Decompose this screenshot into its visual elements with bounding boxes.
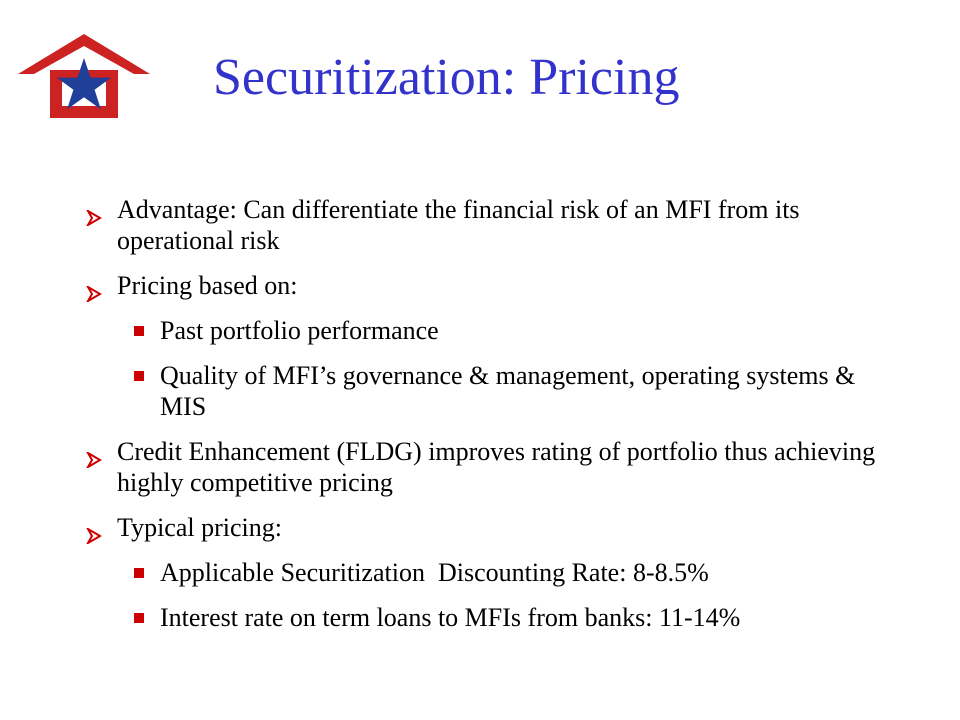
square-bullet-icon bbox=[134, 326, 144, 336]
square-bullet-icon bbox=[134, 371, 144, 381]
square-bullet-icon bbox=[134, 613, 144, 623]
bullet-text: Past portfolio performance bbox=[160, 316, 439, 345]
arrow-bullet-icon bbox=[86, 278, 102, 294]
sub-bullet-discounting-rate bbox=[86, 557, 906, 588]
house-star-logo bbox=[14, 30, 154, 122]
square-bullet-icon bbox=[134, 568, 144, 578]
arrow-bullet-icon bbox=[86, 520, 102, 536]
arrow-bullet-icon bbox=[86, 444, 102, 460]
arrow-bullet-icon bbox=[86, 202, 102, 218]
bullet-text: Advantage: Can differentiate the financial risk of an MFI from its operational risk bbox=[117, 195, 800, 255]
slide-title: Securitization: Pricing bbox=[213, 49, 680, 106]
bullet-text: Pricing based on: bbox=[117, 271, 298, 300]
bullet-credit-enhancement bbox=[86, 436, 906, 498]
sub-bullet-governance bbox=[86, 360, 906, 422]
bullet-text: Typical pricing: bbox=[117, 513, 282, 542]
sub-bullet-past-performance bbox=[86, 315, 906, 346]
bullet-advantage bbox=[86, 194, 906, 256]
sub-bullet-interest-rate bbox=[86, 602, 906, 633]
bullet-text: Applicable Securitization Discounting Rate: 8-8.5% bbox=[160, 558, 709, 587]
house-logo-icon bbox=[14, 30, 154, 122]
bullet-pricing-based-on bbox=[86, 270, 906, 301]
bullet-text: Credit Enhancement (FLDG) improves rating of portfolio thus achieving highly competitive pricing bbox=[117, 437, 876, 497]
bullet-list bbox=[86, 194, 906, 633]
bullet-text: Quality of MFI’s governance & management, operating systems & MIS bbox=[160, 361, 856, 421]
bullet-text: Interest rate on term loans to MFIs from banks: 11-14% bbox=[160, 603, 741, 632]
bullet-typical-pricing bbox=[86, 512, 906, 543]
